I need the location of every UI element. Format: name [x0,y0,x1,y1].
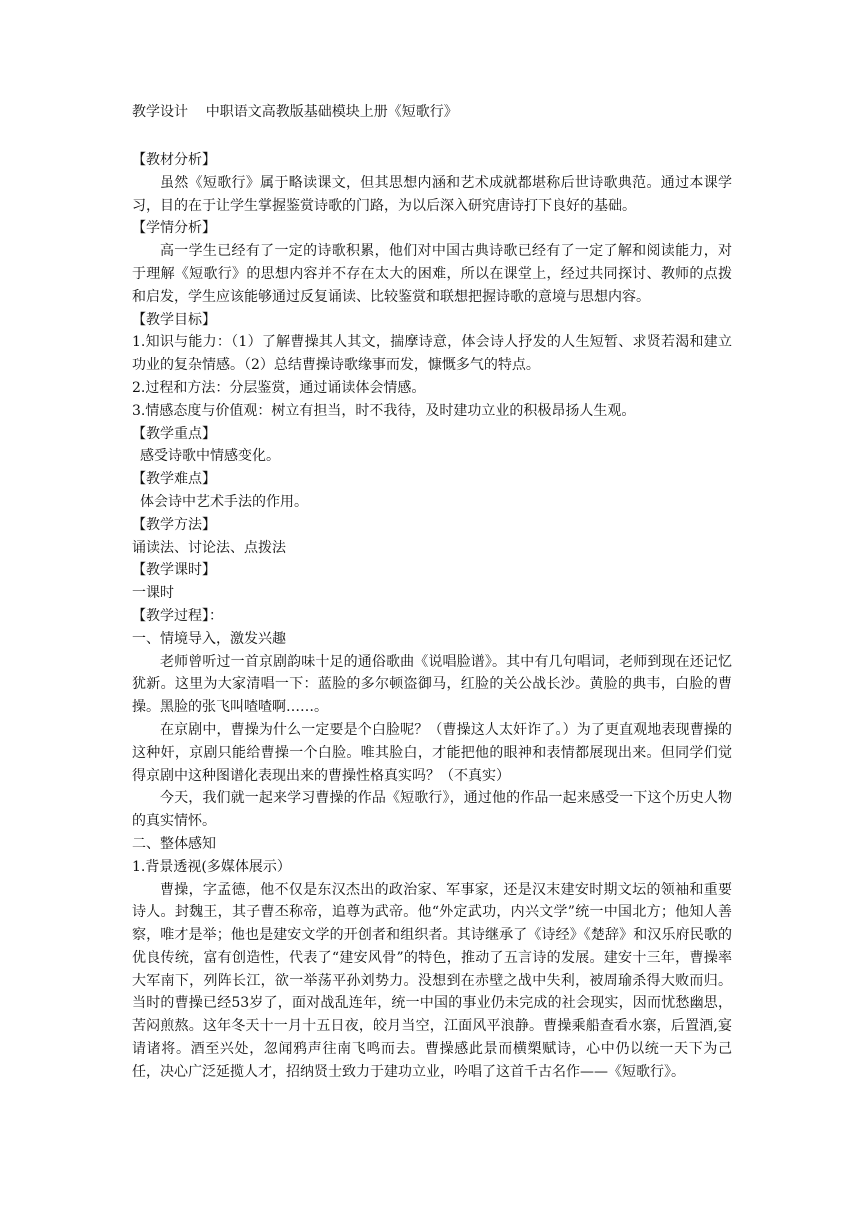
paragraph-key: 感受诗歌中情感变化。 [140,448,280,465]
goal-item-3: 3.情感态度与价值观：树立有担当，时不我待，及时建功立业的积极昂扬人生观。 [132,402,636,419]
paragraph-method: 诵读法、讨论法、点拨法 [132,539,286,556]
step-subheading-2-1: 1.背景透视(多媒体展示） [132,858,291,875]
paragraph-hours: 一课时 [132,585,174,602]
section-heading-difficulty: 【教学难点】 [132,471,216,488]
paragraph-step1-3: 今天，我们就一起来学习曹操的作品《短歌行》，通过他的作品一起来感受一下这个历史人物的真实情怀。 [132,790,732,830]
section-heading-hours: 【教学课时】 [132,562,216,579]
section-heading-key: 【教学重点】 [132,425,216,442]
goal-item-2: 2.过程和方法：分层鉴赏，通过诵读体会情感。 [132,379,426,396]
goal-item-1: 1.知识与能力：（1）了解曹操其人其文，揣摩诗意，体会诗人抒发的人生短暂、求贤若渴和建立功业的复杂情感。（2）总结曹操诗歌缘事而发，慷慨多气的特点。 [132,334,732,374]
section-heading-learner: 【学情分析】 [132,220,216,237]
paragraph-step2-1: 曹操，字孟德，他不仅是东汉杰出的政治家、军事家，还是汉末建安时期文坛的领袖和重要诗人。封魏王，其子曹丕称帝，追尊为武帝。他“外定武功，内兴文学”统一中国北方；他知人善察，唯才是举；他也是建安文学的开创者和组织者。其诗继承了《诗经》《楚辞》和汉乐府民歌的优良传统，富有创造性，代表了“建安风骨”的特色，推动了五言诗的发展。建安十三年，曹操率大军南下，列阵长江，欲一举荡平孙刘势力。没想到在赤壁之战中失利，被周瑜杀得大败而归。当时的曹操已经53岁了，面对战乱连年，统一中国的事业仍未完成的社会现实，因而忧愁幽思，苦闷煎熬。这年冬天十一月十五日夜，皎月当空，江面风平浪静。曹操乘船查看水寨，后置酒,宴请诸将。酒至兴处，忽闻鸦声往南飞鸣而去。曹操感此景而横槊赋诗，心中仍以统一天下为己任，决心广泛延揽人才，招纳贤士致力于建功立业，吟唱了这首千古名作——《短歌行》。 [132,881,732,1080]
section-heading-analysis: 【教材分析】 [132,152,216,168]
step-heading-1: 一、情境导入，激发兴趣 [132,630,286,647]
document-title: 教学设计 中职语文高教版基础模块上册《短歌行》 [132,104,458,120]
section-heading-process: 【教学过程】： [132,607,223,624]
paragraph-step1-1: 老师曾听过一首京剧韵味十足的通俗歌曲《说唱脸谱》。其中有几句唱词，老师到现在还记忆犹新。这里为大家清唱一下：蓝脸的多尔顿盗御马，红脸的关公战长沙。黄脸的典韦，白脸的曹操。黑脸的张飞叫喳喳啊……。 [132,653,732,716]
paragraph-step1-2: 在京剧中，曹操为什么一定要是个白脸呢？（曹操这人太奸诈了。）为了更直观地表现曹操的这种奸，京剧只能给曹操一个白脸。唯其脸白，才能把他的眼神和表情都展现出来。但同学们觉得京剧中这种图谱化表现出来的曹操性格真实吗？（不真实） [132,721,732,784]
paragraph-difficulty: 体会诗中艺术手法的作用。 [140,493,308,510]
section-heading-goals: 【教学目标】 [132,311,216,328]
section-heading-method: 【教学方法】 [132,516,216,533]
paragraph-analysis: 虽然《短歌行》属于略读课文，但其思想内涵和艺术成就都堪称后世诗歌典范。通过本课学习，目的在于让学生掌握鉴赏诗歌的门路，为以后深入研究唐诗打下良好的基础。 [132,174,732,214]
paragraph-learner: 高一学生已经有了一定的诗歌积累，他们对中国古典诗歌已经有了一定了解和阅读能力，对于理解《短歌行》的思想内容并不存在太大的困难，所以在课堂上，经过共同探讨、教师的点拨和启发，学生应该能够通过反复诵读、比较鉴赏和联想把握诗歌的意境与思想内容。 [132,243,732,305]
step-heading-2: 二、整体感知 [132,835,216,852]
